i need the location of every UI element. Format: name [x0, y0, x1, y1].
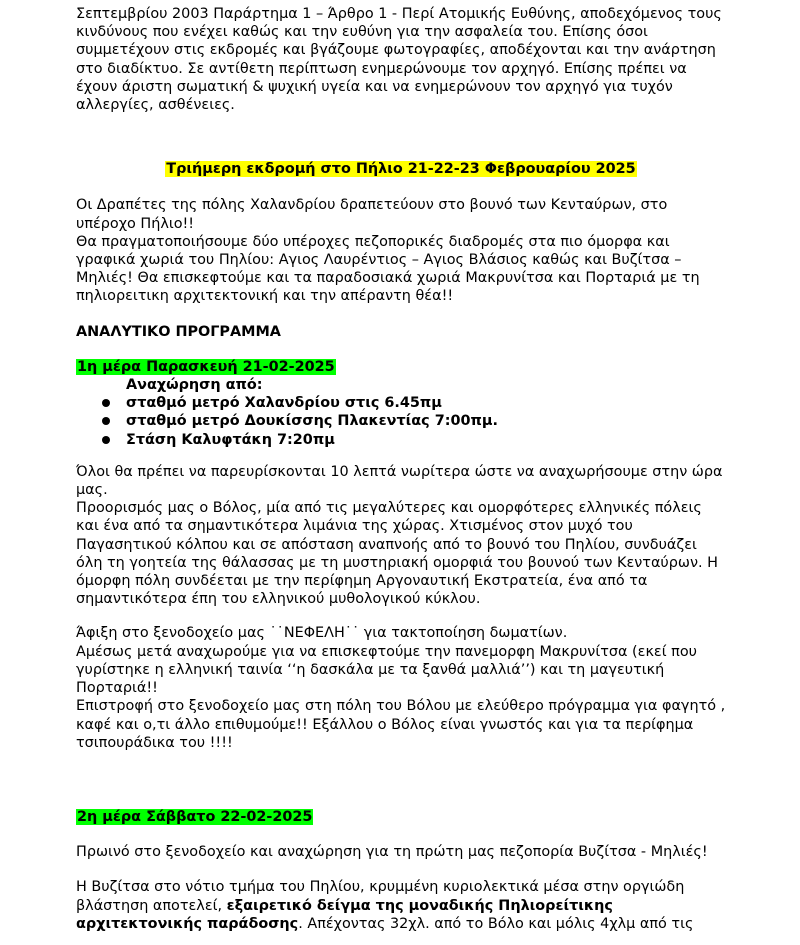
day2-paragraph-2-start: Η Βυζίτσα στο νότιο τμήμα του Πηλίου, κρυμμένη κυριολεκτικά μέσα στην οργιώδη βλάστηση αποτελεί, [76, 879, 685, 914]
day2-heading: 2η μέρα Σάββατο 22-02-2025 [77, 808, 313, 825]
day1-heading: 1η μέρα Παρασκευή 21-02-2025 [77, 358, 335, 375]
day1-stop-text: σταθμό μετρό Δουκίσσης Πλακεντίας 7:00πμ. [126, 413, 498, 430]
day1-stop-text: σταθμό μετρό Χαλανδρίου στις 6.45πμ [126, 395, 442, 412]
day1-stop-text: Στάση Καλυφτάκη 7:20πμ [126, 431, 335, 448]
day1-stop-item [76, 412, 726, 430]
day1-paragraph-1: Όλοι θα πρέπει να παρευρίσκονται 10 λεπτά νωρίτερα ώστε να αναχωρήσουμε στην ώρα μας. Προορισμός μας ο Βόλος, μία από τις μεγαλύτερες και ομορφότερες ελληνικές πόλεις και ένα από τα σημαντικότερα λιμάνια της χώρας. Χτισμένος στον μυχό του Παγασητικού κόλπου και σε απόσταση αναπνοής από το βουνό του Πηλίου, συνδυάζει όλη τη γοητεία της θάλασσας με τη μυστηριακή ομορφιά του βουνού των Κενταύρων. Η όμορφη πόλη συνδέεται με την περίφημη Αργοναυτική Εκστρατεία, ένα από τα σημαντικότερα έπη του ελληνικού μυθολογικού κύκλου. [76, 463, 723, 608]
day1-stop-item [76, 431, 726, 449]
day2-paragraph-2 [76, 878, 726, 933]
bullet-icon [102, 436, 110, 444]
day1-departure-label: Αναχώρηση από: [126, 377, 263, 394]
document-page [76, 0, 726, 933]
day2-heading-line [76, 808, 726, 826]
day1-heading-line [76, 358, 726, 376]
day2-paragraph-2-bold: εξαιρετικό δείγμα της μοναδικής Πηλιορείτικης αρχιτεκτονικής παράδοσης [76, 897, 613, 932]
intro-paragraph: Σεπτεμβρίου 2003 Παράρτημα 1 – Άρθρο 1 - Περί Ατομικής Ευθύνης, αποδεχόμενος τους κινδύνους που ενέχει καθώς και την ευθύνη για την ασφαλεία του. Επίσης όσοι συμμετέχουν στις εκδρομές και βγάζουμε φωτογραφίες, αποδέχονται και την ανάρτηση στο διαδίκτυο. Σε αντίθετη περίπτωση ενημερώνουμε τον αρχηγό. Επίσης πρέπει να έχουν άριστη σωματική & ψυχική υγεία και να ενημερώνουν τον αρχηγό για τυχόν αλλεργίες, ασθένειες. [76, 6, 722, 114]
program-heading: ΑΝΑΛΥΤΙΚΟ ΠΡΟΓΡΑΜΜΑ [76, 323, 281, 340]
lead-paragraph: Οι Δραπέτες της πόλης Χαλανδρίου δραπετεύουν στο βουνό των Κενταύρων, στο υπέροχο Πήλιο!! Θα πραγματοποιήσουμε δύο υπέροχες πεζοπορικές διαδρομές στα πιο όμορφα και γραφικά χωριά του Πηλίου: Αγιος Λαυρέντιος – Αγιος Βλάσιος καθώς και Βυζίτσα – Μηλιές! Θα επισκεφτούμε και τα παραδοσιακά χωριά Μακρυνίτσα και Πορταριά με τη πηλιορειτικη αρχιτεκτονική και την απέραντη θέα!! [76, 197, 700, 305]
bullet-icon [102, 417, 110, 425]
trip-title-line [76, 160, 726, 178]
day2-paragraph-1: Πρωινό στο ξενοδοχείο και αναχώρηση για τη πρώτη μας πεζοπορία Βυζίτσα - Μηλιές! [76, 844, 708, 861]
day1-paragraph-2: Άφιξη στο ξενοδοχείο μας ˙˙ΝΕΦΕΛΗ˙˙ για τακτοποίηση δωματίων. Αμέσως μετά αναχωρούμε για να επισκεφτούμε την πανεμορφη Μακρυνίτσα (εκεί που γυρίστηκε η ελληνική ταινία ‘‘η δασκάλα με τα ξανθά μαλλιά’’) και τη μαγευτική Πορταριά!! Επιστροφή στο ξενοδοχείο μας στη πόλη του Βόλου με ελεύθερο πρόγραμμα για φαγητό , καφέ και ο,τι άλλο επιθυμούμε!! Εξάλλου ο Βόλος είναι γνωστός και για τα περίφημα τσιπουράδικα του !!!! [76, 625, 726, 751]
trip-title: Τριήμερη εκδρομή στο Πήλιο 21-22-23 Φεβρουαρίου 2025 [166, 161, 636, 178]
bullet-icon [102, 399, 110, 407]
day1-stop-item [76, 394, 726, 412]
day2-paragraph-2-end: . Απέχοντας 32χλ. από το Βόλο και μόλις 4χλμ από τις [298, 915, 694, 932]
day1-stops-list [76, 394, 726, 449]
